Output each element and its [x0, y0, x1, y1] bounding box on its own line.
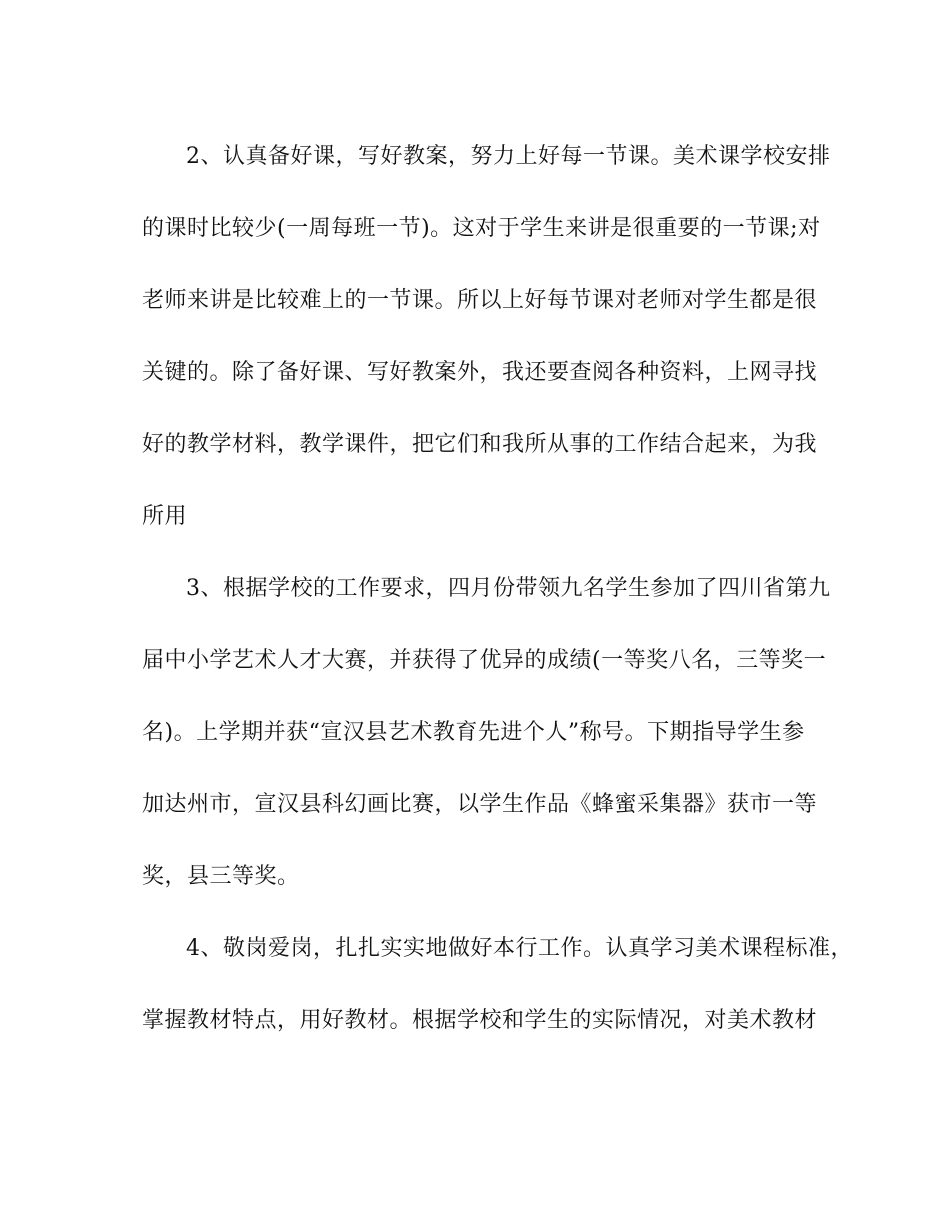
- paragraph-2-line-3: 老师来讲是比较难上的一节课。所以上好每节课对老师对学生都是很: [142, 288, 818, 313]
- paragraph-2-line-5: 好的教学材料，教学课件，把它们和我所从事的工作结合起来，为我: [142, 432, 818, 457]
- paragraph-3-line-1: 3、根据学校的工作要求，四月份带领九名学生参加了四川省第九: [186, 576, 831, 601]
- paragraph-2-line-4: 关键的。除了备好课、写好教案外，我还要查阅各种资料，上网寻找: [142, 360, 818, 385]
- paragraph-2-line-1: 2、认真备好课，写好教案，努力上好每一节课。美术课学校安排: [186, 144, 831, 169]
- paragraph-2-line-2: 的课时比较少(一周每班一节)。这对于学生来讲是很重要的一节课;对: [142, 216, 821, 241]
- paragraph-2-line-6: 所用: [142, 504, 188, 529]
- paragraph-3-line-2: 届中小学艺术人才大赛，并获得了优异的成绩(一等奖八名，三等奖一: [142, 648, 827, 673]
- paragraph-3-line-4: 加达州市，宣汉县科幻画比赛，以学生作品《蜂蜜采集器》获市一等: [142, 792, 818, 817]
- paragraph-3-line-5: 奖，县三等奖。: [142, 864, 300, 889]
- paragraph-3-line-3: 名)。上学期并获“宣汉县艺术教育先进个人”称号。下期指导学生参: [142, 720, 805, 745]
- paragraph-4-line-2: 掌握教材特点，用好教材。根据学校和学生的实际情况，对美术教材: [142, 1008, 818, 1033]
- paragraph-4-line-1: 4、敬岗爱岗，扎扎实实地做好本行工作。认真学习美术课程标准，: [186, 936, 853, 961]
